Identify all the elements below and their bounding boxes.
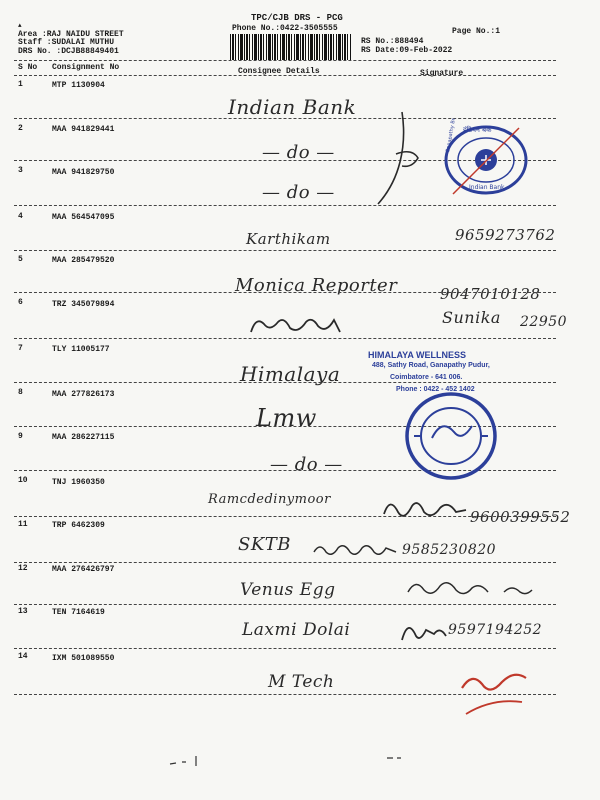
- consignment-number: MAA 564547095: [52, 213, 115, 222]
- handwritten-phone: 9659273762: [455, 226, 556, 244]
- handwritten-phone: 9600399552: [470, 508, 571, 526]
- handwritten-consignee: — do —: [262, 142, 335, 163]
- red-pen-mark: [452, 658, 532, 722]
- indian-bank-stamp: [443, 116, 529, 196]
- stamp-line-1: HIMALAYA WELLNESS: [368, 350, 467, 360]
- divider: [14, 648, 556, 649]
- row-number: 9: [18, 432, 23, 441]
- consignment-number: TNJ 1960350: [52, 478, 105, 487]
- handwritten-consignee: Ramcdedinymoor: [208, 492, 331, 507]
- consignment-number: TRP 6462309: [52, 521, 105, 530]
- stamp-line-3: Coimbatore - 641 006.: [390, 374, 463, 381]
- row-number: 4: [18, 212, 23, 221]
- consignment-number: TRZ 345079894: [52, 300, 115, 309]
- consignment-number: MAA 286227115: [52, 433, 115, 442]
- col-signature: Signature: [420, 69, 464, 78]
- handwritten-consignee: SKTB: [238, 534, 292, 555]
- rs-date: RS Date:09-Feb-2022: [361, 46, 453, 55]
- col-consignment: Consignment No: [52, 63, 120, 72]
- divider: [14, 338, 556, 339]
- col-sno: S No: [18, 63, 38, 72]
- page-number: Page No.:1: [452, 27, 501, 36]
- stamp-branch-text: Ganapathy Br.: [445, 116, 458, 154]
- stamp-line-4: Phone : 0422 - 452 1402: [396, 386, 475, 393]
- handwritten-phone: 9597194252: [448, 622, 543, 638]
- divider: [14, 250, 556, 251]
- handwritten-consignee: Karthikam: [246, 230, 331, 248]
- area-label: Area :RAJ NAIDU STREET: [18, 30, 124, 39]
- handwritten-consignee: Venus Egg: [240, 580, 336, 600]
- signature-scribble: [380, 494, 470, 524]
- row-number: 5: [18, 255, 23, 264]
- consignment-number: MAA 941829750: [52, 168, 115, 177]
- handwritten-consignee: M Tech: [268, 672, 335, 692]
- handwritten-scribble: [248, 312, 348, 338]
- phone-number: Phone No.:0422-3505555: [232, 24, 338, 33]
- consignment-number: MAA 277826173: [52, 390, 115, 399]
- row-number: 11: [18, 520, 28, 529]
- ink-mark: [385, 752, 405, 762]
- divider: [14, 75, 556, 76]
- row-number: 2: [18, 124, 23, 133]
- stamp-line-2: 488, Sathy Road, Ganapathy Pudur,: [372, 362, 490, 369]
- handwritten-consignee: Himalaya: [240, 362, 341, 386]
- stamp-text-bottom: Indian Bank: [469, 184, 505, 191]
- document-title: TPC/CJB DRS - PCG: [251, 13, 343, 23]
- divider: [14, 562, 556, 563]
- consignment-number: TEN 7164619: [52, 608, 105, 617]
- staff-label: Staff :SUDALAI MUTHU: [18, 38, 115, 47]
- row-number: 10: [18, 476, 28, 485]
- consignment-number: MAA 941829441: [52, 125, 115, 134]
- row-number: 6: [18, 298, 23, 307]
- handwritten-consignee: Laxmi Dolai: [242, 620, 351, 640]
- stamp-text-top: इंडियन बैंक: [463, 126, 492, 134]
- barcode-image: [230, 34, 352, 60]
- tamil-handwriting-scribble: [310, 538, 400, 560]
- divider: [14, 60, 556, 61]
- handwritten-signature: Sunika: [442, 308, 501, 327]
- signature-scribble: [398, 616, 450, 644]
- handwritten-phone: 9047010128: [440, 285, 541, 303]
- divider: [14, 292, 556, 293]
- divider: [14, 604, 556, 605]
- handwritten-consignee: — do —: [262, 182, 335, 203]
- row-number: 7: [18, 344, 23, 353]
- handwritten-phone: 9585230820: [402, 542, 497, 558]
- handwritten-consignee: — do —: [270, 454, 343, 475]
- row-number: 3: [18, 166, 23, 175]
- handwritten-phone: 22950: [520, 314, 568, 330]
- row-number: 13: [18, 607, 28, 616]
- handwritten-consignee: Monica Reporter: [235, 275, 398, 296]
- divider: [14, 516, 556, 517]
- ink-mark: [168, 752, 208, 768]
- round-company-stamp: [402, 388, 500, 484]
- divider: [14, 118, 556, 119]
- consignment-number: IXM 501089550: [52, 654, 115, 663]
- consignment-number: TLY 11005177: [52, 345, 110, 354]
- col-consignee: Consignee Details: [238, 67, 320, 76]
- row-number: 12: [18, 564, 28, 573]
- row-number: 14: [18, 652, 28, 661]
- drs-number: DRS No. :DCJB88849401: [18, 47, 119, 56]
- rs-number: RS No.:888494: [361, 37, 424, 46]
- divider: [14, 205, 556, 206]
- row-number: 1: [18, 80, 23, 89]
- signature-scribble: [372, 108, 432, 208]
- consignment-number: MTP 1130904: [52, 81, 105, 90]
- consignment-number: MAA 285479520: [52, 256, 115, 265]
- row-number: 8: [18, 388, 23, 397]
- consignment-number: MAA 276426797: [52, 565, 115, 574]
- handwritten-consignee: Indian Bank: [228, 95, 357, 119]
- corner-mark: ▲: [18, 22, 22, 29]
- tamil-handwriting-scribble: [404, 576, 534, 600]
- handwritten-consignee: Lmw: [256, 404, 317, 432]
